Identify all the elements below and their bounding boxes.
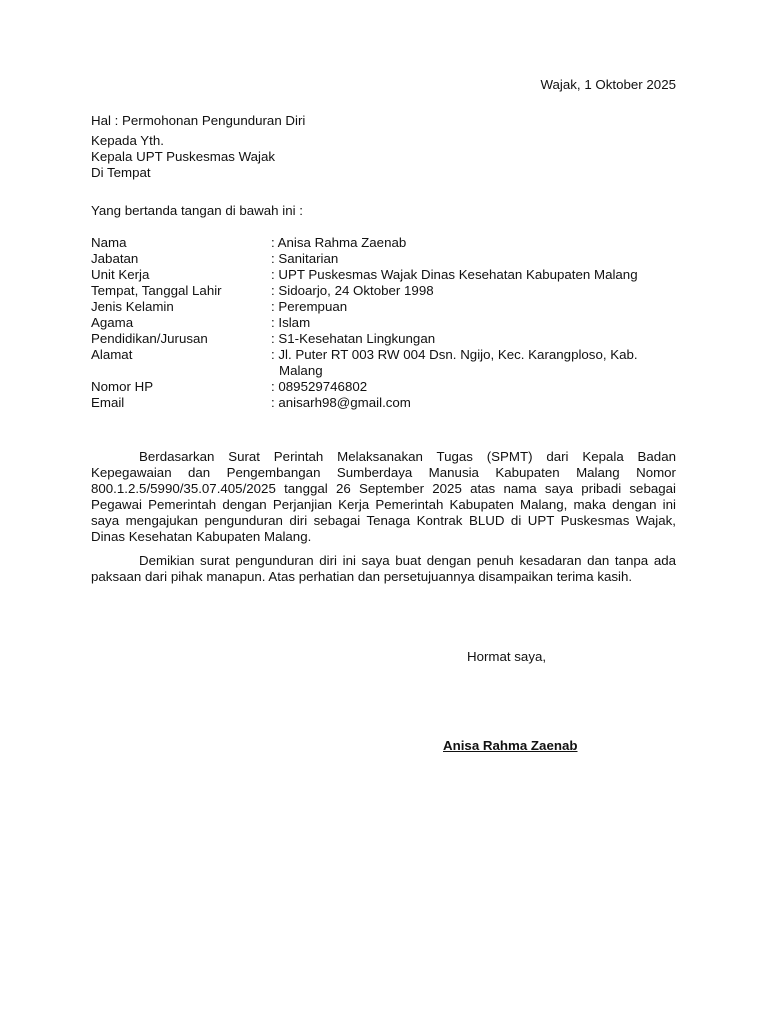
identity-fields xyxy=(91,235,676,411)
letter-subject: Hal : Permohonan Pengunduran Diri xyxy=(91,113,306,128)
field-value: : Anisa Rahma Zaenab xyxy=(271,235,407,250)
closing-salutation: Hormat saya, xyxy=(467,649,547,664)
signer-name: Anisa Rahma Zaenab xyxy=(443,738,578,753)
body-paragraph-1: Berdasarkan Surat Perintah Melaksanakan Tugas (SPMT) dari Kepala Badan Kepegawaian dan Pengembangan Sumberdaya Manusia Kabupaten Malang Nomor 800.1.2.5/5990/35.07.405/2025 tanggal 26 September 2025 atas nama saya pribadi sebagai Pegawai Pemerintah dengan Perjanjian Kerja Pemerintah Kabupaten Malang, maka dengan ini saya mengajukan pengunduran diri sebagai Tenaga Kontrak BLUD di UPT Puskesmas Wajak, Dinas Kesehatan Kabupaten Malang. xyxy=(91,449,676,544)
field-value: : S1-Kesehatan Lingkungan xyxy=(271,331,436,346)
field-label: Agama xyxy=(91,315,134,330)
recipient-block xyxy=(91,133,676,181)
field-label: Jabatan xyxy=(91,251,139,266)
field-row-gender xyxy=(91,299,676,315)
field-row-birth xyxy=(91,283,676,299)
field-label: Nomor HP xyxy=(91,379,154,394)
field-label: Jenis Kelamin xyxy=(91,299,174,314)
intro-line: Yang bertanda tangan di bawah ini : xyxy=(91,203,303,218)
field-label: Alamat xyxy=(91,347,133,362)
field-label: Nama xyxy=(91,235,127,250)
field-label: Tempat, Tanggal Lahir xyxy=(91,283,222,298)
field-row-name xyxy=(91,235,676,251)
field-label: Unit Kerja xyxy=(91,267,150,282)
field-value: : Islam xyxy=(271,315,311,330)
field-row-address xyxy=(91,347,676,379)
field-row-email xyxy=(91,395,676,411)
field-value: : Sanitarian xyxy=(271,251,339,266)
field-label: Email xyxy=(91,395,125,410)
field-value: : 089529746802 xyxy=(271,379,368,394)
field-row-education xyxy=(91,331,676,347)
field-row-religion xyxy=(91,315,676,331)
field-value: : UPT Puskesmas Wajak Dinas Kesehatan Kabupaten Malang xyxy=(271,267,638,282)
letter-date: Wajak, 1 Oktober 2025 xyxy=(540,77,676,92)
field-label: Pendidikan/Jurusan xyxy=(91,331,208,346)
field-value: : Jl. Puter RT 003 RW 004 Dsn. Ngijo, Kec. Karangploso, Kab. Malang xyxy=(271,347,638,378)
field-row-work-unit xyxy=(91,267,676,283)
field-value: : anisarh98@gmail.com xyxy=(271,395,411,410)
recipient-line-2: Kepala UPT Puskesmas Wajak xyxy=(91,149,276,164)
field-row-phone xyxy=(91,379,676,395)
field-value: : Perempuan xyxy=(271,299,348,314)
recipient-line-3: Di Tempat xyxy=(91,165,151,180)
recipient-line-1: Kepada Yth. xyxy=(91,133,164,148)
field-row-position xyxy=(91,251,676,267)
body-paragraph-2: Demikian surat pengunduran diri ini saya buat dengan penuh kesadaran dan tanpa ada paksaan dari pihak manapun. Atas perhatian dan persetujuannya disampaikan terima kasih. xyxy=(91,553,676,584)
field-value: : Sidoarjo, 24 Oktober 1998 xyxy=(271,283,434,298)
